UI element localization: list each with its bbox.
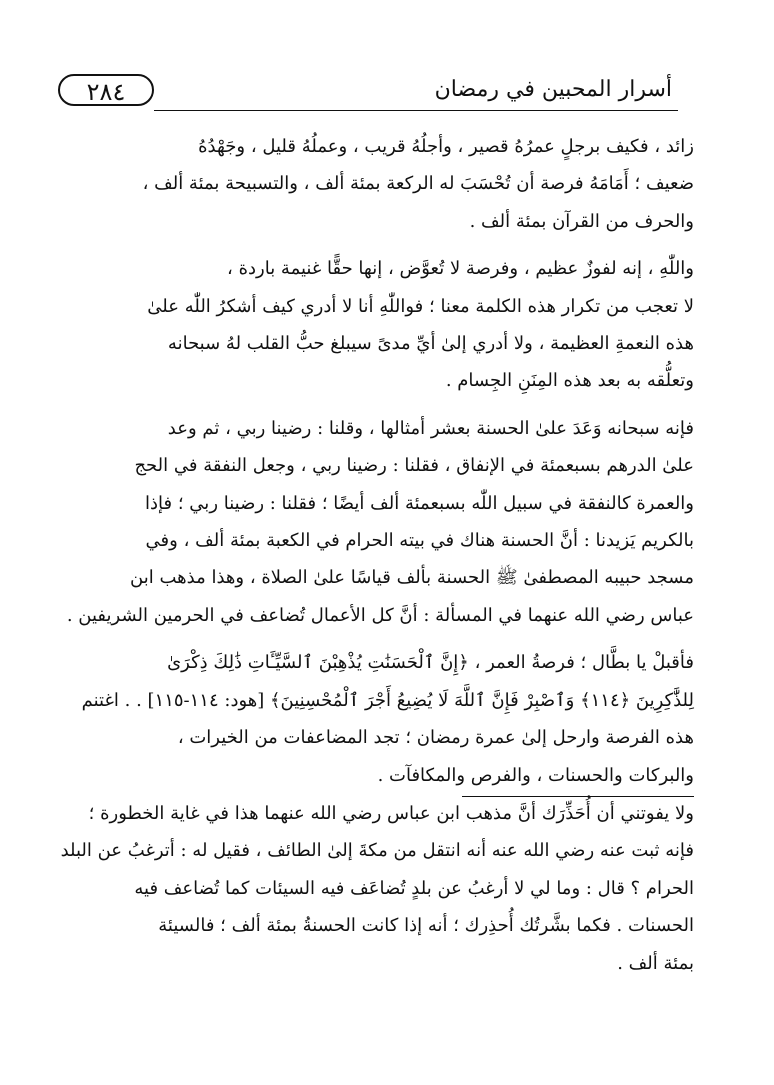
paragraph-5: ولا يفوتني أن أُحَذِّرَك أنَّ مذهب ابن عباس رضي الله عنهما هذا في غاية الخطورة ؛ فإنه ثبت عنه رضي الله عنه أنه انتقل من مكةَ إلىٰ الطائف ، فقيل له : أترغبُ عن البلد الحرام ؟ قال : وما لي لا أرغبُ عن بلدٍ تُضاعَف فيه السيئات كما تُضاعف فيه الحسنات . فكما بشَّرتُك أُحذِرك ؛ أنه إذا كانت الحسنةُ بمئة ألف ؛ فالسيئة بمئة ألف . bbox=[60, 802, 694, 974]
page-number-badge: ٢٨٤ bbox=[58, 74, 154, 106]
page-header bbox=[58, 64, 678, 114]
paragraph-4: فأقبلْ يا بطَّال ؛ فرصةُ العمر ، ﴿إِنَّ ٱلْحَسَنَٰتِ يُذْهِبْنَ ٱلسَّيِّـَٔاتِ ذَٰلِكَ ذِكْرَىٰ لِلذَّٰكِرِينَ ﴿١١٤﴾ وَٱصْبِرْ فَإِنَّ ٱللَّهَ لَا يُضِيعُ أَجْرَ ٱلْمُحْسِنِينَ﴾ [هود: ١١٤-١١٥] . . اغتنم هذه الفرصة وارحل إلىٰ عمرة رمضان ؛ تجد المضاعفات من الخيرات ، والبركات والحسنات ، والفرص والمكافآت . bbox=[81, 652, 694, 786]
paragraph-2: واللّٰهِ ، إنه لفوزٌ عظيم ، وفرصة لا تُعوَّض ، إنها حقًّا غنيمة باردة ، لا تعجب من تكرار هذه الكلمة معنا ؛ فواللّٰهِ أنا لا أدري كيف أشكرُ اللّٰه علىٰ هذه النعمةِ العظيمة ، ولا أدري إلىٰ أيِّ مدىً سيبلغ حبُّ القلب لهُ سبحانه وتعلُّقه به بعد هذه المِنَنِ الجِسام . bbox=[147, 258, 694, 392]
paragraph-3: فإنه سبحانه وَعَدَ علىٰ الحسنة بعشر أمثالها ، وقلنا : رضينا ربي ، ثم وعد علىٰ الدرهم بسبعمئة في الإنفاق ، فقلنا : رضينا ربي ، وجعل النفقة في الحج والعمرة كالنفقة في سبيل اللّٰه بسبعمئة ألف أيضًا ؛ فقلنا : رضينا ربي ؛ فإذا بالكريم يَزيدنا : أنَّ الحسنة هناك في بيته الحرام في الكعبة بمئة ألف ، وفي مسجد حبيبه المصطفىٰ ﷺ الحسنة بألف قياسًا علىٰ الصلاة ، وهذا مذهب ابن عباس رضي الله عنهما في المسألة : أنَّ كل الأعمال تُضاعف في الحرمين الشريفين . bbox=[66, 417, 694, 626]
running-title: أسرار المحبين في رمضان bbox=[434, 77, 672, 102]
body-text bbox=[60, 128, 694, 982]
paragraph-1: زائد ، فكيف برجلٍ عمرُهُ قصير ، وأجلُهُ قريب ، وعملُهُ قليل ، وجَهْدُهُ ضعيف ؛ أَمَامَهُ فرصة أن تُحْسَبَ له الركعة بمئة ألف ، والتسبيحة بمئة ألف ، والحرف من القرآن بمئة ألف . bbox=[142, 136, 694, 232]
header-rule bbox=[154, 110, 678, 111]
